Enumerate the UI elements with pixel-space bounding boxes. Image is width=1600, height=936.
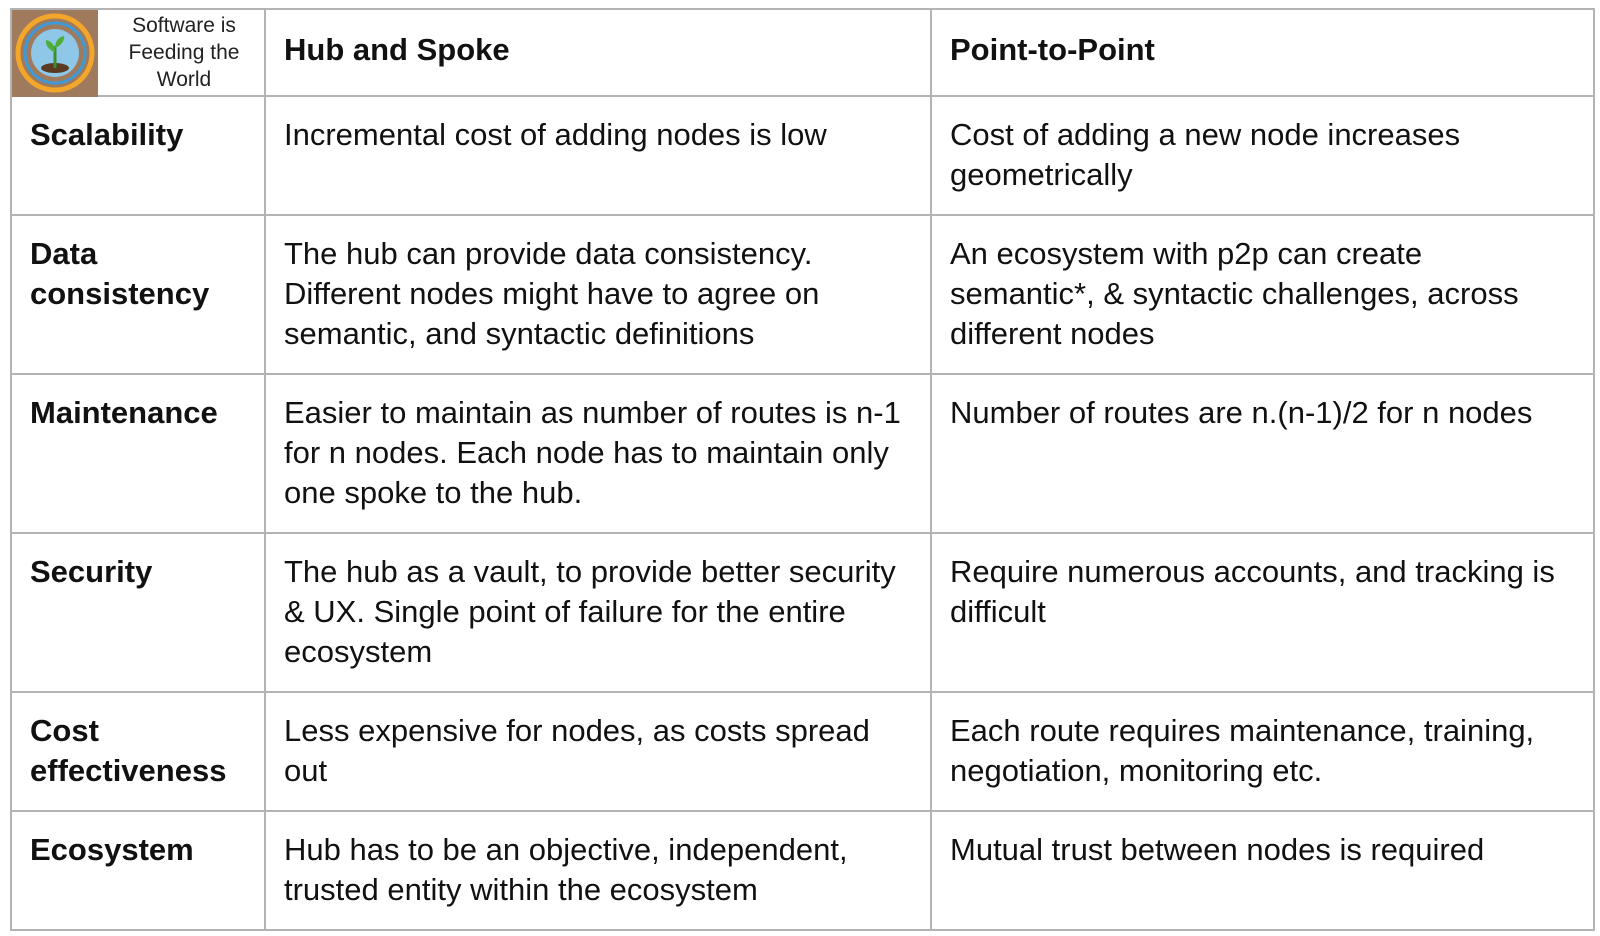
p2p-cell: Require numerous accounts, and tracking is difficult [931, 533, 1594, 692]
row-label: Security [11, 533, 265, 692]
table-row [11, 533, 1594, 692]
p2p-cell: Each route requires maintenance, training, negotiation, monitoring etc. [931, 692, 1594, 811]
hub-cell: The hub can provide data consistency. Different nodes might have to agree on semantic, and syntactic definitions [265, 215, 931, 374]
table-row [11, 96, 1594, 215]
logo-badge [12, 10, 98, 97]
p2p-cell: Number of routes are n.(n-1)/2 for n nodes [931, 374, 1594, 533]
hub-cell: Incremental cost of adding nodes is low [265, 96, 931, 215]
p2p-cell: Mutual trust between nodes is required [931, 811, 1594, 930]
p2p-cell: An ecosystem with p2p can create semantic*, & syntactic challenges, across different nodes [931, 215, 1594, 374]
row-label: Ecosystem [11, 811, 265, 930]
comparison-table [10, 8, 1595, 931]
row-label: Cost effectiveness [11, 692, 265, 811]
table-row [11, 215, 1594, 374]
row-label: Scalability [11, 96, 265, 215]
hub-cell: Hub has to be an objective, independent, trusted entity within the ecosystem [265, 811, 931, 930]
hub-cell: Less expensive for nodes, as costs spread out [265, 692, 931, 811]
sprout-globe-icon [14, 12, 96, 94]
logo-cell [11, 9, 265, 96]
hub-cell: Easier to maintain as number of routes is n-1 for n nodes. Each node has to maintain only one spoke to the hub. [265, 374, 931, 533]
table-header-row [11, 9, 1594, 96]
hub-cell: The hub as a vault, to provide better security & UX. Single point of failure for the entire ecosystem [265, 533, 931, 692]
table-row [11, 374, 1594, 533]
logo-text-line: Software is [132, 14, 236, 37]
table-row [11, 692, 1594, 811]
column-header-point-to-point: Point-to-Point [931, 9, 1594, 96]
column-header-hub-and-spoke: Hub and Spoke [265, 9, 931, 96]
logo-text-line: World [156, 68, 212, 91]
row-label: Maintenance [11, 374, 265, 533]
table-row [11, 811, 1594, 930]
p2p-cell: Cost of adding a new node increases geometrically [931, 96, 1594, 215]
logo-text [104, 12, 264, 93]
logo-text-line: Feeding the [128, 41, 240, 64]
row-label: Data consistency [11, 215, 265, 374]
